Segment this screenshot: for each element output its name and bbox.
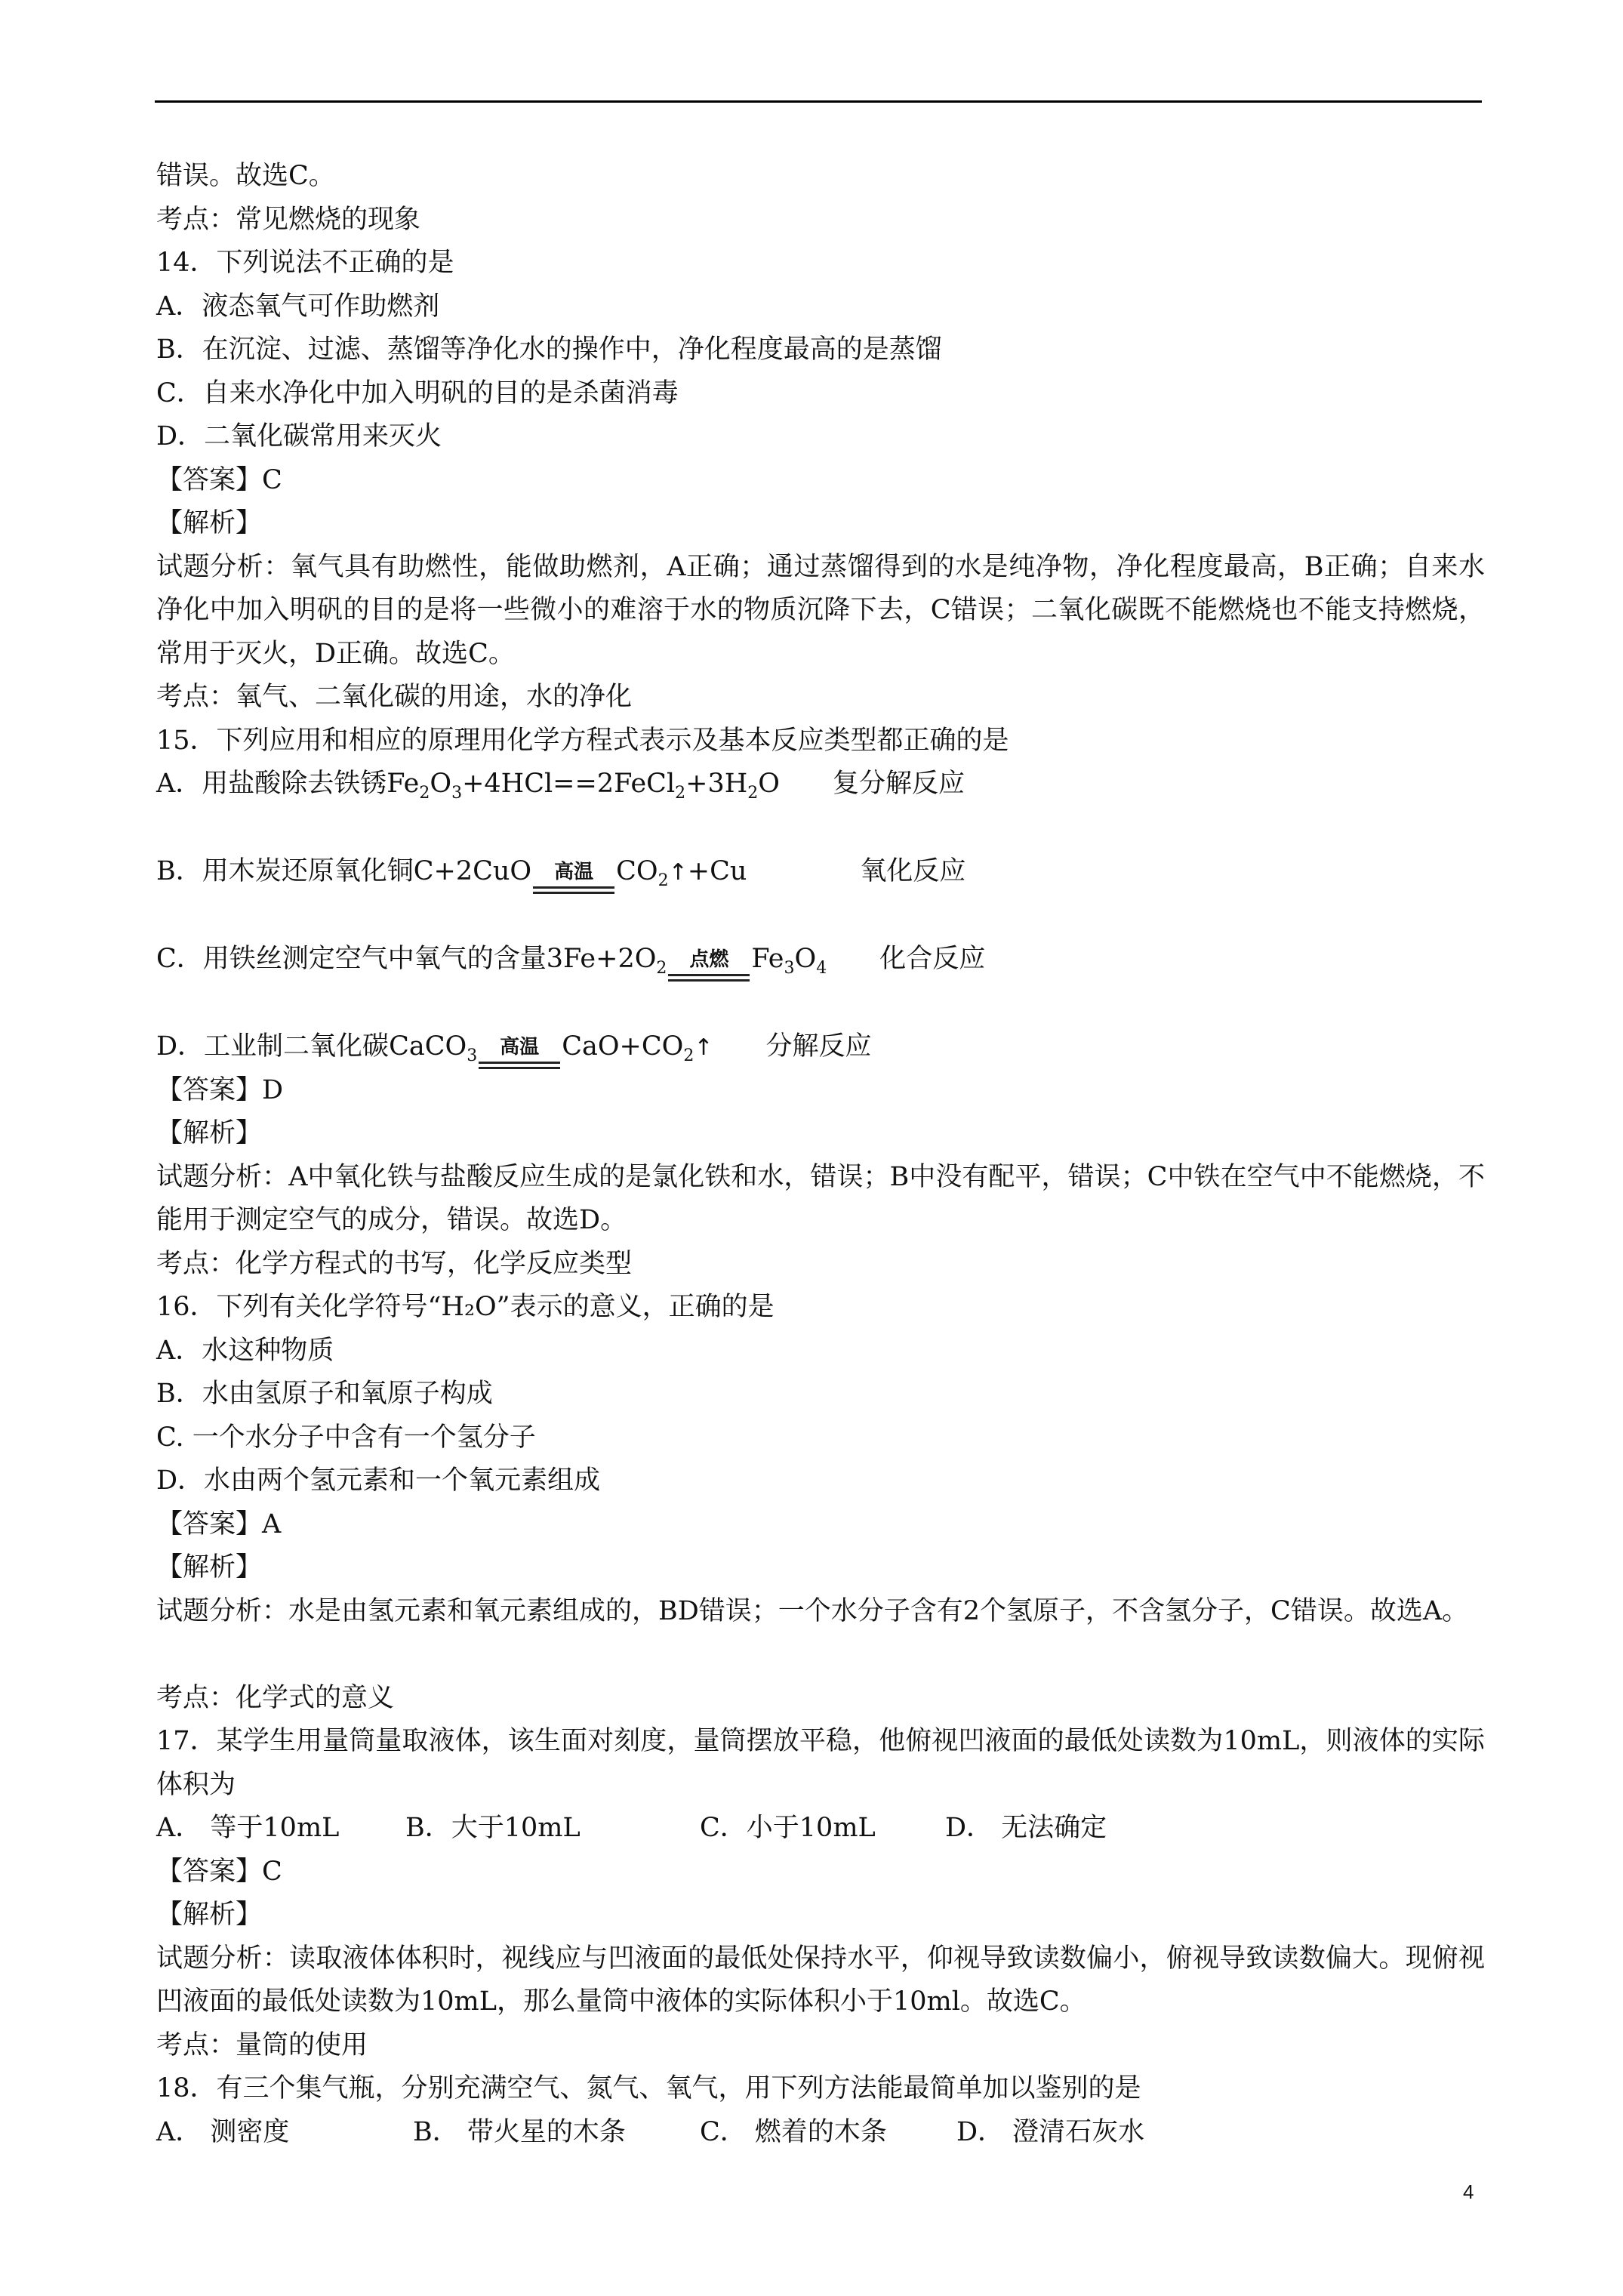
analysis-text: 试题分析：氧气具有助燃性，能做助燃剂，A正确；通过蒸馏得到的水是纯净物，净化程度最高，B正确；自来水净化中加入明矾的目的是将一些微小的难溶于水的物质沉降下去，C错误；二氧化碳既不能燃烧也不能支持燃烧，常用于灭火，D正确。故选C。 xyxy=(156,551,1485,669)
option-a: A．水这种物质 xyxy=(156,1335,334,1366)
topic-line: 考点：化学式的意义 xyxy=(156,1682,395,1713)
header-rule xyxy=(155,100,1482,103)
question-15: 15．下列应用和相应的原理用化学方程式表示及基本反应类型都正确的是 xyxy=(156,725,1009,756)
equation: $Fe_2O_3+4HCl==2FeCl_2+3H_2O$ xyxy=(387,769,780,803)
analysis-heading: 【解析】 xyxy=(156,1900,263,1930)
question-17: 17．某学生用量筒量取液体，该生面对刻度，量筒摆放平稳，他俯视凹液面的最低处读数为10mL，则液体的实际体积为 xyxy=(156,1726,1485,1800)
option-a: A． 测密度 xyxy=(156,2116,290,2147)
option-a: A．液态氧气可作助燃剂 xyxy=(156,291,440,322)
reaction-type: 分解反应 xyxy=(765,1031,872,1062)
condition-ignite: 点燃 xyxy=(668,948,750,982)
option-text: B．用木炭还原氧化铜 xyxy=(156,856,414,886)
document-body xyxy=(156,155,1485,2154)
option-text: A．用盐酸除去铁锈 xyxy=(156,769,387,799)
equation: C+2CuO xyxy=(413,856,532,886)
option-c: C．自来水净化中加入明矾的目的是杀菌消毒 xyxy=(156,378,679,408)
option-b: B．大于10mL xyxy=(405,1813,581,1843)
answer: 【答案】D xyxy=(156,1074,284,1105)
option-b xyxy=(156,806,1485,894)
analysis-heading: 【解析】 xyxy=(156,1552,263,1583)
equation: $Fe_3O_4$ xyxy=(751,944,827,978)
analysis-heading: 【解析】 xyxy=(156,508,263,538)
option-c: C．小于10mL xyxy=(700,1813,876,1843)
option-a: A． 等于10mL xyxy=(156,1813,340,1843)
answer: 【答案】C xyxy=(156,464,282,495)
option-b: B． 带火星的木条 xyxy=(413,2116,626,2147)
question-16: 16．下列有关化学符号“H₂O”表示的意义，正确的是 xyxy=(156,1292,775,1322)
answer: 【答案】C xyxy=(156,1856,282,1887)
text-line: 错误。故选C。 xyxy=(156,161,335,191)
reaction-type: 化合反应 xyxy=(879,944,986,974)
option-d: D． 澄清石灰水 xyxy=(956,2116,1145,2147)
option-b: B．在沉淀、过滤、蒸馏等净化水的操作中，净化程度最高的是蒸馏 xyxy=(156,334,942,365)
option-d: D．二氧化碳常用来灭火 xyxy=(156,421,442,451)
topic-line: 考点：常见燃烧的现象 xyxy=(156,204,421,235)
option-d: D． 无法确定 xyxy=(945,1813,1107,1843)
option-b: B．水由氢原子和氧原子构成 xyxy=(156,1379,493,1409)
analysis-text: 试题分析：A中氧化铁与盐酸反应生成的是氯化铁和水，错误；B中没有配平，错误；C中铁在空气中不能燃烧，不能用于测定空气的成分，错误。故选D。 xyxy=(156,1161,1485,1235)
condition-high-temp: 高温 xyxy=(533,861,614,894)
option-text: D．工业制二氧化碳 xyxy=(156,1031,390,1062)
option-text: C．用铁丝测定空气中氧气的含量 xyxy=(156,944,547,974)
topic-line: 考点：化学方程式的书写，化学反应类型 xyxy=(156,1248,633,1279)
options-row xyxy=(156,1807,1485,1851)
equation: $CO_2↑+Cu$ xyxy=(616,856,747,890)
option-d: D．水由两个氢元素和一个氧元素组成 xyxy=(156,1465,601,1496)
question-18: 18．有三个集气瓶，分别充满空气、氮气、氧气，用下列方法能最简单加以鉴别的是 xyxy=(156,2073,1141,2103)
option-c: C. 一个水分子中含有一个氢分子 xyxy=(156,1422,536,1453)
answer: 【答案】A xyxy=(156,1509,282,1539)
reaction-type: 氧化反应 xyxy=(860,856,966,886)
options-row xyxy=(156,2111,1485,2155)
equation: CaCO$_3$ xyxy=(389,1031,478,1065)
reaction-type: 复分解反应 xyxy=(832,769,965,799)
equation: $CaO+CO_2↑$ xyxy=(562,1031,713,1065)
page-number: 4 xyxy=(1463,2180,1474,2203)
question-14: 14．下列说法不正确的是 xyxy=(156,248,454,278)
analysis-text: 试题分析：读取液体体积时，视线应与凹液面的最低处保持水平，仰视导致读数偏小，俯视导致读数偏大。现俯视凹液面的最低处读数为10mL，那么量筒中液体的实际体积小于10ml。故选C。 xyxy=(156,1943,1485,2017)
topic-line: 考点：量筒的使用 xyxy=(156,2029,368,2060)
option-c: C． 燃着的木条 xyxy=(700,2116,887,2147)
option-d xyxy=(156,982,1485,1069)
analysis-text: 试题分析：水是由氢元素和氧元素组成的，BD错误；一个水分子含有2个氢原子，不含氢分子，C错误。故选A。 xyxy=(156,1595,1469,1626)
option-a xyxy=(156,763,1485,806)
equation: $3Fe+2O_2$ xyxy=(546,944,667,978)
analysis-heading: 【解析】 xyxy=(156,1118,263,1148)
condition-high-temp: 高温 xyxy=(479,1036,560,1069)
topic-line: 考点：氧气、二氧化碳的用途，水的净化 xyxy=(156,682,633,712)
option-c xyxy=(156,894,1485,982)
